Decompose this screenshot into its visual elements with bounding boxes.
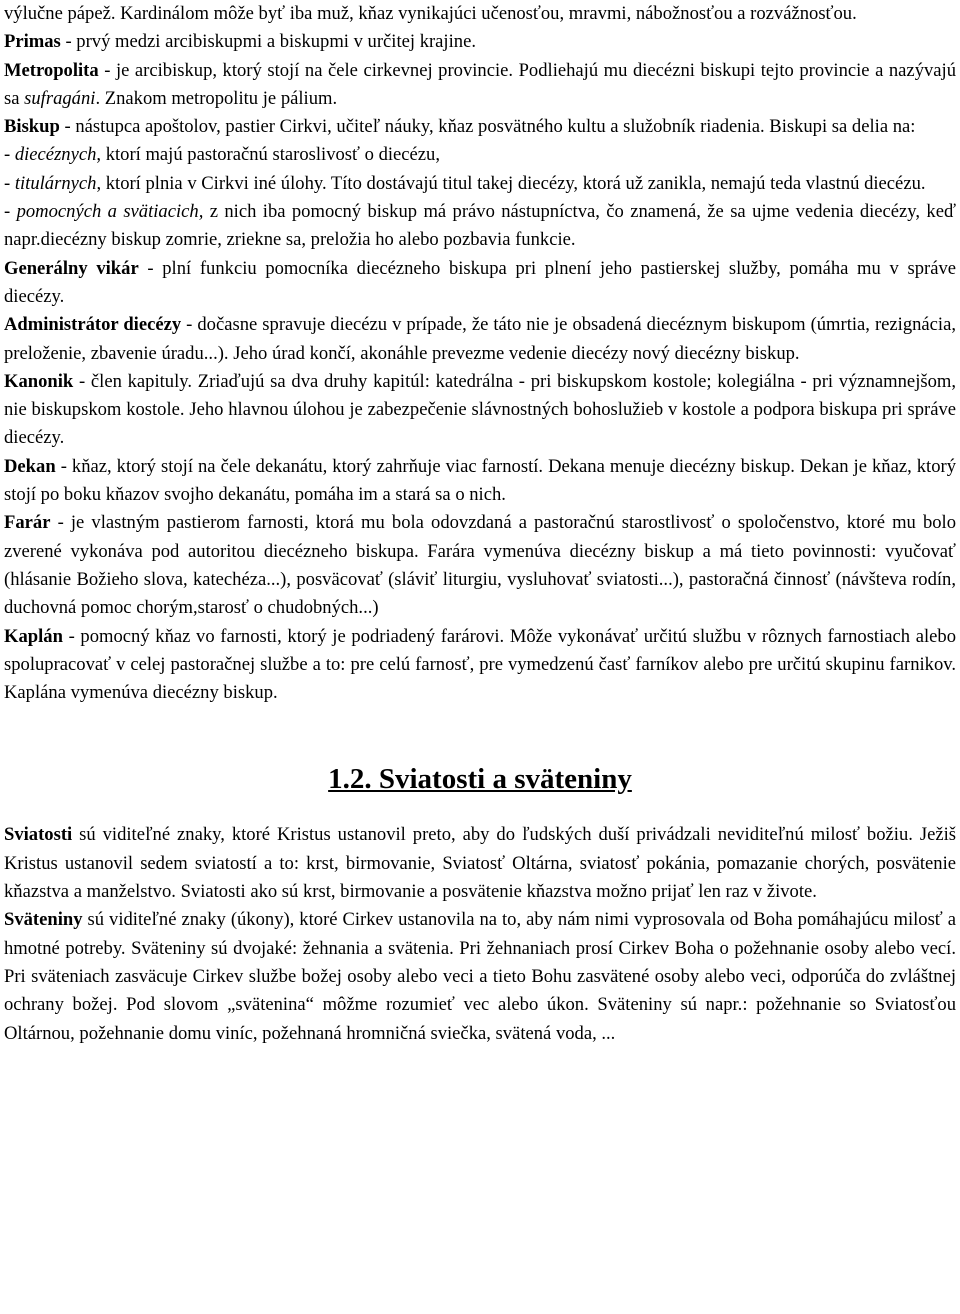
term-farar: Farár bbox=[4, 512, 51, 534]
biskup-definition: - nástupca apoštolov, pastier Cirkvi, učiteľ náuky, kňaz posvätného kultu a služobník riadenia. Biskupi sa delia na: bbox=[59, 116, 916, 138]
term-biskup: Biskup bbox=[4, 116, 60, 138]
paragraph-kardinal-tail bbox=[4, 0, 956, 28]
list-dash: - bbox=[4, 144, 15, 166]
term-sufragani: sufragáni bbox=[24, 87, 96, 109]
sviatosti-definition: sú viditeľné znaky, ktoré Kristus ustanovil preto, aby do ľudských duší privádzali neviditeľnú milosť božiu. Ježiš Kristus ustanovil sedem sviatostí a to: krst, birmovanie, Sviatosť Oltárna, sviatosť pokánia, pomazanie chorých, posvätenie kňazstva a manželstvo. Sviatosti ako sú krst, birmovanie a posvätenie kňazstva možno prijať len raz v živote. bbox=[4, 824, 956, 903]
item-text: , ktorí majú pastoračnú staroslivosť o diecézu, bbox=[96, 144, 440, 166]
list-dash: - bbox=[4, 201, 17, 223]
metropolita-definition-2: . Znakom metropolitu je pálium. bbox=[95, 87, 338, 109]
paragraph-dekan bbox=[4, 453, 956, 510]
term-titularny: titulárnych bbox=[14, 172, 97, 194]
term-diecezny: diecéznych bbox=[14, 144, 97, 166]
biskup-list-item-diecezny bbox=[4, 141, 956, 169]
term-metropolita: Metropolita bbox=[4, 59, 99, 81]
paragraph-sviatosti bbox=[4, 821, 956, 906]
biskup-list-item-pomocny bbox=[4, 198, 956, 255]
term-sviatosti: Sviatosti bbox=[4, 824, 73, 846]
term-kanonik: Kanonik bbox=[4, 370, 74, 392]
list-dash: - bbox=[4, 172, 15, 194]
primas-definition: - prvý medzi arcibiskupmi a biskupmi v určitej krajine. bbox=[60, 31, 476, 53]
kanonik-definition: - člen kapituly. Zriaďujú sa dva druhy kapitúl: katedrálna - pri biskupskom kostole; kolegiálna - pri významnejšom, nie biskupskom kostole. Jeho hlavnou úlohou je zabezpečenie slávnostných bohoslužieb v kostole a podpora biskupa pri správe diecézy. bbox=[4, 370, 956, 449]
term-administrator: Administrátor diecézy bbox=[4, 314, 182, 336]
term-svateniny: Sväteniny bbox=[4, 909, 83, 931]
biskup-list-item-titularny bbox=[4, 170, 956, 198]
paragraph-primas bbox=[4, 28, 956, 56]
section-heading-text: 1.2. Sviatosti a sväteniny bbox=[328, 763, 632, 796]
paragraph-farar bbox=[4, 509, 956, 622]
term-pomocny: pomocných a svätiacich, bbox=[16, 201, 204, 223]
section-heading bbox=[4, 759, 956, 799]
paragraph-svateniny bbox=[4, 906, 956, 1047]
term-generalny-vikar: Generálny vikár bbox=[4, 257, 139, 279]
generalny-vikar-definition: - plní funkciu pomocníka diecézneho biskupa pri plnení jeho pastierskej služby, pomáha mu v správe diecézy. bbox=[4, 257, 956, 307]
term-primas: Primas bbox=[4, 31, 61, 53]
paragraph-administrator bbox=[4, 311, 956, 368]
item-text: z nich iba pomocný biskup má právo nástupníctva, čo znamená, že sa ujme vedenia diecézy, keď napr.diecézny biskup zomrie, zriekne sa, preložia ho alebo pozbavia funkcie. bbox=[4, 201, 957, 251]
paragraph-metropolita bbox=[4, 57, 956, 114]
paragraph-text: výlučne pápež. Kardinálom môže byť iba muž, kňaz vynikajúci učenosťou, mravmi, nábožnosťou a rozvážnosťou. bbox=[4, 3, 857, 24]
metropolita-definition-1: - je arcibiskup, ktorý stojí na čele cirkevnej provincie. Podliehajú mu diecézni biskupi tejto provincie a nazývajú sa bbox=[4, 59, 956, 109]
kaplan-definition: - pomocný kňaz vo farnosti, ktorý je podriadený farárovi. Môže vykonávať určitú službu v rôznych farnostiach alebo spolupracovať v celej pastoračnej službe a to: pre celú farnosť, pre vymedzenú časť farníkov alebo pre určitú skupinu farnikov. Kaplána vymenúva diecézny biskup. bbox=[4, 625, 956, 704]
administrator-definition: - dočasne spravuje diecézu v prípade, že táto nie je obsadená diecéznym biskupom (úmrtia, rezignácia, preloženie, zbavenie úradu...). Jeho úrad končí, akonáhle prevezme vedenie diecézy nový diecézny biskup. bbox=[4, 314, 956, 364]
paragraph-kanonik bbox=[4, 368, 956, 453]
term-kaplan: Kaplán bbox=[4, 625, 63, 647]
paragraph-kaplan bbox=[4, 623, 956, 708]
item-text: , ktorí plnia v Cirkvi iné úlohy. Títo dostávajú titul takej diecézy, ktorá už zanikla, nemajú teda vlastnú diecézu. bbox=[96, 172, 926, 194]
paragraph-biskup bbox=[4, 113, 956, 141]
dekan-definition: - kňaz, ktorý stojí na čele dekanátu, ktorý zahrňuje viac farností. Dekana menuje diecézny biskup. Dekan je kňaz, ktorý stojí po boku kňazov svojho dekanátu, pomáha im a stará sa o nich. bbox=[4, 455, 956, 506]
term-dekan: Dekan bbox=[4, 455, 56, 477]
paragraph-generalny-vikar bbox=[4, 255, 956, 312]
svateniny-definition: sú viditeľné znaky (úkony), ktoré Cirkev ustanovila na to, aby nám nimi vyprosovala od Boha pomáhajúcu milosť a hmotné potreby. Sväteniny sú dvojaké: žehnania a svätenia. Pri žehnaniach prosí Cirkev Boha o požehnanie osoby alebo vecí. Pri sväteniach zasväcuje Cirkev službe božej osoby alebo veci a tieto Bohu zasvätené osoby alebo veci, odporúča do zvláštnej ochrany božej. Pod slovom „svätenina“ môžme rozumieť vec alebo úkon. Sväteniny sú napr.: požehnanie so Sviatosťou Oltárnou, požehnanie domu viníc, požehnaná hromničná sviečka, svätená voda, ... bbox=[4, 909, 956, 1044]
farar-definition: - je vlastným pastierom farnosti, ktorá mu bola odovzdaná a pastoračnú starostlivosť o spoločenstvo, ktoré mu bolo zverené vykonáva pod autoritou diecézneho biskupa. Farára vymenúva diecézny biskup a má tieto povinnosti: vyučovať (hlásanie Božieho slova, katechéza...), posväcovať (sláviť liturgiu, vysluhovať sviatosti...), pastoračná činnosť (návšteva rodín, duchovná pomoc chorým,starosť o chudobných...) bbox=[4, 512, 956, 619]
